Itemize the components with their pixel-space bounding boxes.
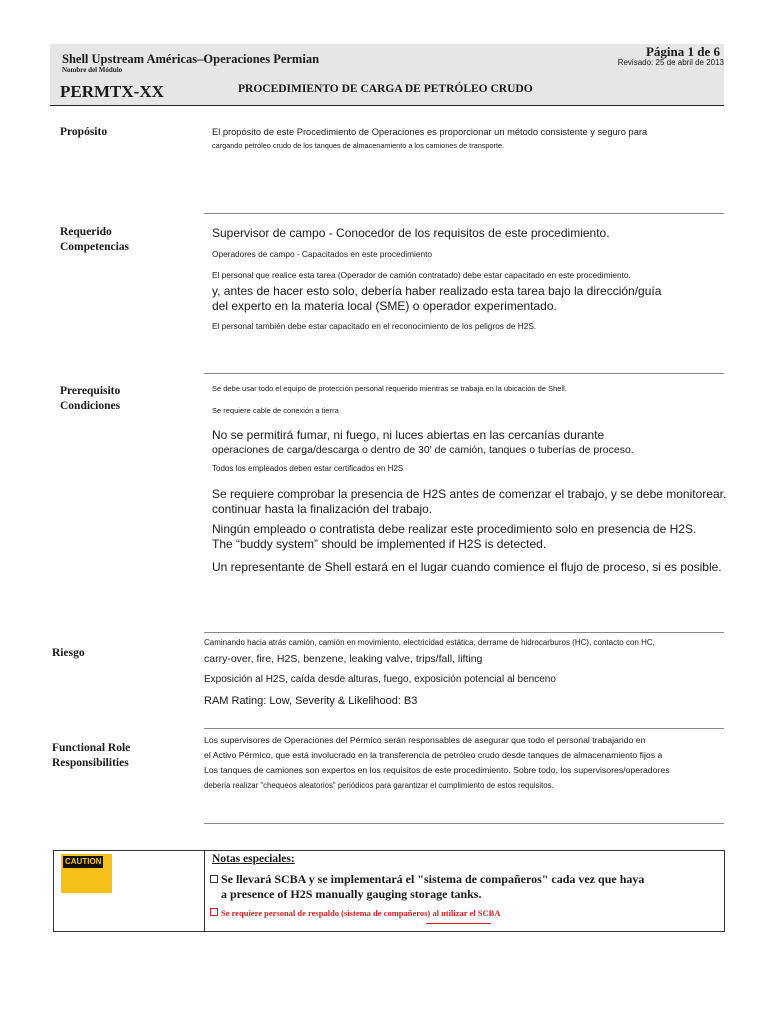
header-divider xyxy=(50,105,724,106)
competencies-p2: Operadores de campo - Capacitados en este procedimiento xyxy=(212,249,432,259)
roles-line-3: Los tanques de camiones son expertos en los requisitos de este procedimiento. Sobre todo, los supervisores/operadores xyxy=(204,765,670,775)
prerequisites-p3-line-2: operaciones de carga/descarga o dentro de 30' de camión, tanques o tuberías de proceso. xyxy=(212,444,634,456)
document-header xyxy=(50,44,724,106)
caution-table-divider xyxy=(204,851,205,931)
revision-date: Revisado: 25 de abril de 2013 xyxy=(617,58,724,67)
caution-badge-label: CAUTION xyxy=(65,857,102,866)
roles-label-line-1: Functional Role xyxy=(52,742,131,754)
section-divider xyxy=(204,632,724,633)
page-number: Página 1 de 6 xyxy=(645,44,720,59)
document-title: PROCEDIMIENTO DE CARGA DE PETRÓLEO CRUDO xyxy=(238,83,533,95)
prerequisites-p2: Se requiere cable de conexión a tierra xyxy=(212,406,339,415)
prerequisites-p5-line-1: Se requiere comprobar la presencia de H2S antes de comenzar el trabajo, y se debe monitorear. xyxy=(212,487,727,501)
section-divider xyxy=(204,823,724,824)
risk-p1-line-1: Caminando hacia atrás camión, camión en movimiento, electricidad estática, derrame de hidrocarburos (HC), contacto con HC, xyxy=(204,638,655,647)
note-1-line-1: Se llevará SCBA y se implementará el "sistema de compañeros" cada vez que haya xyxy=(221,872,645,886)
roles-line-1: Los supervisores de Operaciones del Pérmico serán responsables de asegurar que todo el personal trabajando en xyxy=(204,735,646,745)
purpose-line-2: cargando petróleo crudo de los tanques de almacenamiento a los camiones de transporte. xyxy=(212,141,505,150)
competencies-p3-line-3: del experto en la materia local (SME) o operador experimentado. xyxy=(212,299,557,313)
risk-label: Riesgo xyxy=(52,647,85,659)
note-2-underline xyxy=(426,923,491,924)
competencies-p4: El personal también debe estar capacitado en el reconocimiento de los peligros de H2S. xyxy=(212,321,537,331)
risk-p2: Exposición al H2S, caída desde alturas, fuego, exposición potencial al benceno xyxy=(204,674,556,685)
section-divider xyxy=(204,373,724,374)
notes-title: Notas especiales: xyxy=(212,853,295,865)
caution-table xyxy=(53,850,725,932)
prerequisites-p6-line-2: The “buddy system” should be implemented if H2S is detected. xyxy=(212,537,547,551)
roles-paragraph xyxy=(204,733,768,793)
purpose-line-1: El propósito de este Procedimiento de Operaciones es proporcionar un método consistente y seguro para xyxy=(212,127,648,137)
prerequisites-p4: Todos los empleados deben estar certificados en H2S xyxy=(212,464,404,473)
module-name-label: Nombre del Módulo xyxy=(62,66,123,74)
prerequisites-p7: Un representante de Shell estará en el lugar cuando comience el flujo de proceso, si es posible. xyxy=(212,560,722,574)
competencies-label xyxy=(60,225,190,255)
prerequisites-p3-line-1: No se permitirá fumar, ni fuego, ni luces abiertas en las cercanías durante xyxy=(212,428,605,442)
checkbox-icon xyxy=(210,875,218,883)
document-code: PERMTX-XX xyxy=(60,82,164,101)
competencies-p1: Supervisor de campo - Conocedor de los requisitos de este procedimiento. xyxy=(212,226,610,240)
competencies-label-line-1: Requerido xyxy=(60,226,112,238)
note-1 xyxy=(210,872,644,902)
competencies-p3-line-2: y, antes de hacer esto solo, debería haber realizado esta tarea bajo la dirección/guía xyxy=(212,284,662,298)
prerequisites-label-line-2: Condiciones xyxy=(60,400,121,412)
prerequisites-label-line-1: Prerequisito xyxy=(60,385,121,397)
risk-p3: RAM Rating: Low, Severity & Likelihood: B3 xyxy=(204,695,418,707)
note-1-line-2: a presence of H2S manually gauging storage tanks. xyxy=(221,887,482,901)
note-2-text: Se requiere personal de respaldo (sistema de compañeros) al utilizar el SCBA xyxy=(221,908,501,918)
competencies-p3-line-1: El personal que realice esta tarea (Operador de camión contratado) debe estar capacitado en este procedimiento. xyxy=(212,270,631,280)
prerequisites-label xyxy=(60,384,190,414)
risk-p1-line-2: carry-over, fire, H2S, benzene, leaking valve, trips/fall, lifting xyxy=(204,653,483,665)
note-2 xyxy=(210,908,500,918)
company-name: Shell Upstream Américas–Operaciones Permian xyxy=(62,52,320,66)
competencies-label-line-2: Competencias xyxy=(60,241,129,253)
purpose-label: Propósito xyxy=(60,126,108,138)
section-divider xyxy=(204,728,724,729)
checkbox-icon xyxy=(210,908,218,916)
prerequisites-p6-line-1: Ningún empleado o contratista debe realizar este procedimiento solo en presencia de H2S. xyxy=(212,522,697,536)
prerequisites-p1: Se debe usar todo el equipo de protección personal requerido mientras se trabaja en la ubicación de Shell. xyxy=(212,384,567,393)
roles-line-4: debería realizar "chequeos aleatorios" periódicos para garantizar el cumplimiento de estos requisitos. xyxy=(204,781,554,790)
roles-label xyxy=(52,741,182,771)
caution-badge xyxy=(61,854,112,893)
prerequisites-p5-line-2: continuar hasta la finalización del trabajo. xyxy=(212,502,433,516)
roles-label-line-2: Responsibilities xyxy=(52,757,129,769)
roles-line-2: el Activo Pérmico, que está involucrado en la transferencia de petróleo crudo desde tanques de almacenamiento fijos a xyxy=(204,750,663,760)
section-divider xyxy=(204,213,724,214)
